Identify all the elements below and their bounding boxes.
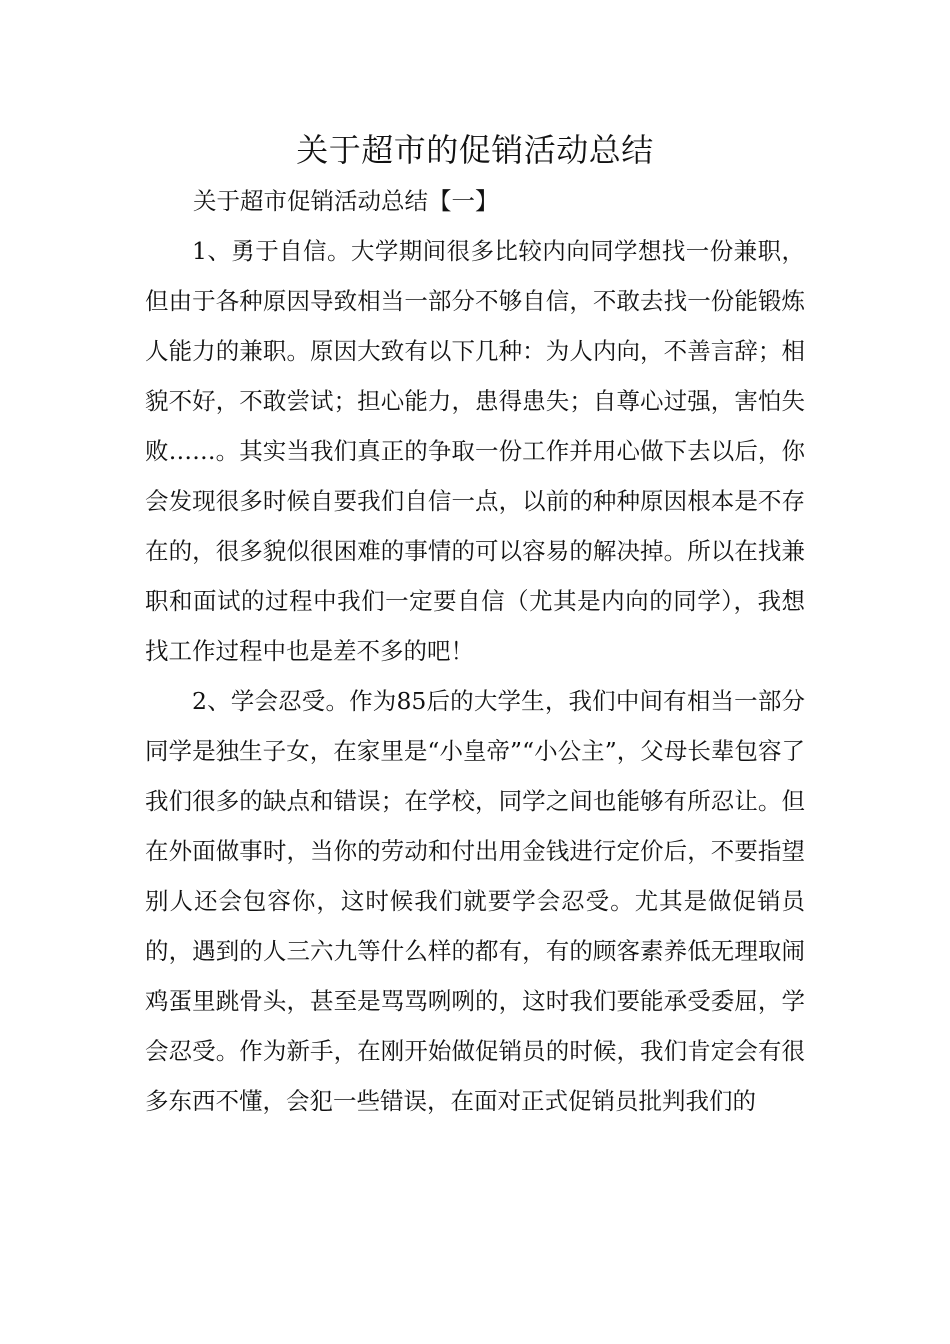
paragraph-endurance: 2、学会忍受。作为85后的大学生，我们中间有相当一部分同学是独生子女，在家里是“小皇帝”“小公主”，父母长辈包容了我们很多的缺点和错误；在学校，同学之间也能够有所忍让。但在外面做事时，当你的劳动和付出用金钱进行定价后，不要指望别人还会包容你，这时候我们就要学会忍受。尤其是做促销员的，遇到的人三六九等什么样的都有，有的顾客素养低无理取闹鸡蛋里跳骨头，甚至是骂骂咧咧的，这时我们要能承受委屈，学会忍受。作为新手，在刚开始做促销员的时候，我们肯定会有很多东西不懂，会犯一些错误，在面对正式促销员批判我们的 <box>145 687 805 1115</box>
paragraph-confidence: 1、勇于自信。大学期间很多比较内向同学想找一份兼职，但由于各种原因导致相当一部分不够自信，不敢去找一份能锻炼人能力的兼职。原因大致有以下几种：为人内向，不善言辞；相貌不好，不敢尝试；担心能力，患得患失；自尊心过强，害怕失败……。其实当我们真正的争取一份工作并用心做下去以后，你会发现很多时候自要我们自信一点，以前的种种原因根本是不存在的，很多貌似很困难的事情的可以容易的解决掉。所以在找兼职和面试的过程中我们一定要自信（尤其是内向的同学），我想找工作过程中也是差不多的吧！ <box>145 237 805 665</box>
document-title: 关于超市的促销活动总结 <box>296 131 654 169</box>
section-heading: 关于超市促销活动总结【一】 <box>193 187 499 215</box>
document-body <box>145 226 805 1126</box>
